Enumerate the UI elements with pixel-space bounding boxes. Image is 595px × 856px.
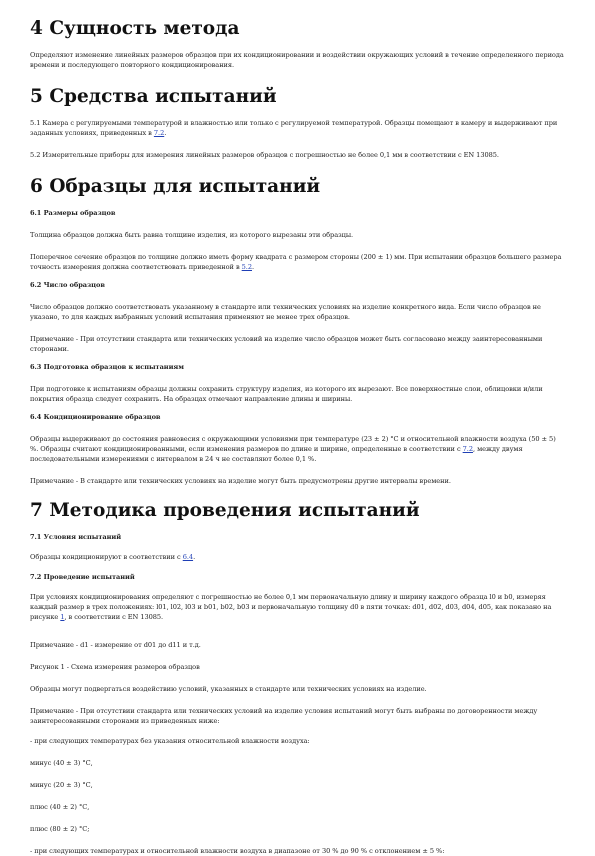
section-6-2-note: Примечание - При отсутствии стандарта или технических условий на изделие число образцов может быть согласовано между заинтересованными сторонами.: [30, 335, 543, 353]
subsection-7-2-heading: 7.2 Проведение испытаний: [30, 573, 135, 581]
reference-link-5-2[interactable]: 5.2: [241, 263, 252, 271]
temperature-item: минус (40 ± 3) °С,: [30, 759, 93, 767]
section-5-heading: 5 Средства испытаний: [30, 86, 277, 107]
section-7-2-paragraph-a: [30, 592, 565, 622]
section-4-paragraph: Определяют изменение линейных размеров образцов при их кондиционировании и воздействии окружающих условий в течение определенного периода времени и последующего повторного кондиционирования.: [30, 51, 564, 69]
section-7-1-paragraph: [30, 552, 565, 562]
section-7-2-paragraph-d: Образцы могут подвергаться воздействию условий, указанных в стандарте или технических условиях на изделие.: [30, 685, 427, 693]
reference-link-6-4[interactable]: 6.4: [182, 553, 194, 561]
subsection-6-4-heading: 6.4 Кондиционирование образцов: [30, 413, 161, 421]
subsection-6-2-heading: 6.2 Число образцов: [30, 281, 105, 289]
subsection-6-3-heading: 6.3 Подготовка образцов к испытаниям: [30, 363, 184, 371]
section-6-1-paragraph-b: [30, 252, 565, 272]
document-page: [30, 18, 565, 856]
section-6-4-note: Примечание - В стандарте или технических условиях на изделие могут быть предусмотрены другие интервалы времени.: [30, 477, 451, 485]
section-5-1-paragraph: [30, 118, 565, 138]
section-6-1-paragraph-a: Толщина образцов должна быть равна толщине изделия, из которого вырезаны эти образцы.: [30, 231, 354, 239]
condition-list-intro: - при следующих температурах без указания относительной влажности воздуха:: [30, 737, 310, 745]
section-7-2-note: Примечание - d1 - измерение от d01 до d11 и т.д.: [30, 641, 201, 649]
section-7-heading: 7 Методика проведения испытаний: [30, 500, 420, 521]
section-7-2-note-conditions: Примечание - При отсутствии стандарта или технических условий на изделие условия испытаний могут быть выбраны по договоренности между заинтересованными сторонами из приведенных ниже:: [30, 707, 538, 725]
section-6-4-paragraph: [30, 434, 565, 464]
paragraph-text: , в соответствии с EN 13085.: [64, 613, 164, 621]
figure-1-caption: Рисунок 1 - Схема измерения размеров образцов: [30, 663, 200, 671]
paragraph-text: Поперечное сечение образцов по толщине должно иметь форму квадрата с размером стороны (200 ± 1) мм. При испытании образцов большего размера точность измерения должна соответствовать приведенной в: [30, 253, 562, 271]
reference-link-7-2b[interactable]: 7.2: [462, 445, 473, 453]
paragraph-text: .: [193, 553, 196, 561]
subsection-6-1-heading: 6.1 Размеры образцов: [30, 209, 116, 217]
paragraph-text: , между двумя последовательными измерениями с интервалом в 24 ч не составляют более 0,1 %.: [30, 445, 523, 463]
paragraph-text: .: [252, 263, 255, 271]
temperature-item: минус (20 ± 3) °С,: [30, 781, 93, 789]
figure-link-1[interactable]: 1: [60, 613, 65, 621]
paragraph-text: Образцы выдерживают до состояния равновесия с окружающими условиями при температуре (23 ± 2) °С и относительной влажности воздуха (50 ± 5) %. Образцы считают кондиционированными, если изменения размеров по длине и ширине, определенные в соответствии с: [30, 435, 556, 453]
section-6-2-paragraph-a: Число образцов должно соответствовать указанному в стандарте или технических условиях на изделие конкретного вида. Если число образцов не указано, то для каждых выбранных условий испытания применяют не менее трех образцов.: [30, 303, 541, 321]
reference-link-7-2[interactable]: 7.2: [153, 129, 165, 137]
subsection-7-1-heading: 7.1 Условия испытаний: [30, 533, 122, 541]
temperature-item: плюс (40 ± 2) °С,: [30, 803, 90, 811]
section-4-heading: 4 Сущность метода: [30, 18, 240, 39]
section-6-heading: 6 Образцы для испытаний: [30, 176, 321, 197]
section-6-3-paragraph: При подготовке к испытаниям образцы должны сохранить структуру изделия, из которого их вырезают. Все поверхностные слои, облицовки и/или покрытия образца следует сохранить. На образцах отмечают направление длины и ширины.: [30, 385, 543, 403]
condition-list-intro-humidity: - при следующих температурах и относительной влажности воздуха в диапазоне от 30 % до 90 % с отклонением ± 5 %:: [30, 847, 445, 855]
paragraph-text: Образцы кондиционируют в соответствии с: [30, 553, 183, 561]
paragraph-text: При условиях кондиционирования определяют с погрешностью не более 0,1 мм первоначальную длину и ширину каждого образца l0 и b0, измеряя каждый размер в трех положениях: l01, l02, l03 и b01, b02, b03 и первоначальную толщину d0 в пяти точках: d01, d02, d03, d04, d05, как показано на рисунке: [30, 593, 552, 621]
paragraph-text: 5.1 Камера с регулируемыми температурой и влажностью или только с регулируемой температурой. Образцы помещают в камеру и выдерживают при заданных условиях, приведенных в: [30, 119, 558, 137]
section-5-2-paragraph: 5.2 Измерительные приборы для измерения линейных размеров образцов с погрешностью не более 0,1 мм в соответствии с EN 13085.: [30, 151, 499, 159]
temperature-item: плюс (80 ± 2) °С;: [30, 825, 90, 833]
paragraph-text: .: [164, 129, 167, 137]
